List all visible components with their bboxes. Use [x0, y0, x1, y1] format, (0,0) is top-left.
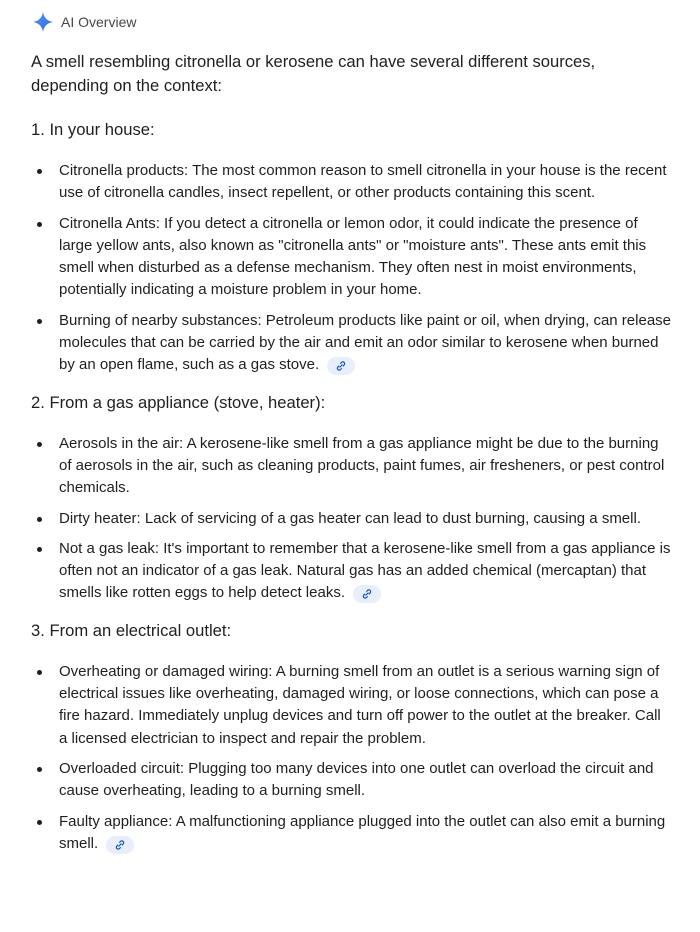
ai-overview-header: [32, 10, 136, 34]
list-item-text: Overloaded circuit: Plugging too many devices into one outlet can overload the circuit and cause overheating, leading to a burning smell.: [59, 759, 654, 800]
list-item: [31, 213, 671, 302]
section-heading-gas-appliance: 2. From a gas appliance (stove, heater):: [31, 392, 326, 412]
intro-text: A smell resembling citronella or kerosene can have several different sources, depending on the context:: [31, 52, 596, 95]
ai-overview-title: AI Overview: [61, 14, 137, 30]
bullet-dot: [37, 517, 42, 522]
list-item: [31, 508, 671, 530]
link-icon: [335, 360, 347, 372]
section-heading-electrical-outlet: 3. From an electrical outlet:: [31, 620, 232, 640]
bullet-dot: [37, 820, 42, 825]
list-item: [31, 310, 671, 377]
source-link-button[interactable]: [106, 836, 134, 854]
list-item-text: Overheating or damaged wiring: A burning smell from an outlet is a serious warning sign of electrical issues like overheating, damaged wiring, or loose connections, which can pose a fire hazard. Immediately unplug devices and turn off power to the outlet at the breaker. Call a licensed electrician to inspect and repair the problem.: [59, 662, 661, 747]
list-item-text: Citronella products: The most common reason to smell citronella in your house is the recent use of citronella candles, insect repellent, or other products containing this scent.: [59, 162, 667, 202]
list-item: [31, 811, 671, 856]
list-item-text: Aerosols in the air: A kerosene-like smell from a gas appliance might be due to the burning of aerosols in the air, such as cleaning products, paint fumes, air fresheners, or pest control chemicals.: [59, 434, 665, 497]
bullet-dot: [37, 547, 42, 552]
source-link-button[interactable]: [353, 585, 381, 603]
bullet-dot: [37, 222, 42, 227]
list-item-text: Burning of nearby substances: Petroleum products like paint or oil, when drying, can release molecules that can be carried by the air and emit an odor similar to kerosene when burned by an open flame, such as a gas stove.: [59, 311, 672, 374]
bullet-dot: [37, 670, 42, 675]
list-item: [31, 433, 671, 500]
link-icon: [361, 588, 373, 600]
list-item: [31, 661, 671, 750]
section-heading-house: 1. In your house:: [31, 120, 155, 139]
bullet-dot: [37, 169, 42, 174]
sparkle-icon: [32, 11, 54, 33]
list-item: [31, 538, 671, 605]
list-item: [31, 758, 671, 803]
list-item-text: Citronella Ants: If you detect a citronella or lemon odor, it could indicate the presence of large yellow ants, also known as "citronella ants" or "moisture ants". These ants emit this smell when disturbed as a defense mechanism. They often nest in moist environments, potentially indicating a moisture problem in your home.: [59, 214, 647, 299]
bullet-dot: [37, 767, 42, 772]
section-list-electrical-outlet: [31, 661, 671, 855]
bullet-dot: [37, 442, 42, 447]
section-list-gas-appliance: [31, 433, 671, 605]
link-icon: [114, 839, 126, 851]
section-list-house: [31, 160, 671, 377]
source-link-button[interactable]: [327, 357, 355, 375]
list-item: [31, 160, 671, 205]
list-item-text: Faulty appliance: A malfunctioning appliance plugged into the outlet can also emit a burning smell.: [59, 812, 666, 852]
bullet-dot: [37, 319, 42, 324]
list-item-text: Not a gas leak: It's important to remember that a kerosene-like smell from a gas appliance is often not an indicator of a gas leak. Natural gas has an added chemical (mercaptan) that smells like rotten eggs to help detect leaks.: [59, 539, 671, 602]
list-item-text: Dirty heater: Lack of servicing of a gas heater can lead to dust burning, causing a smell.: [59, 509, 641, 527]
overview-content: [31, 50, 671, 863]
